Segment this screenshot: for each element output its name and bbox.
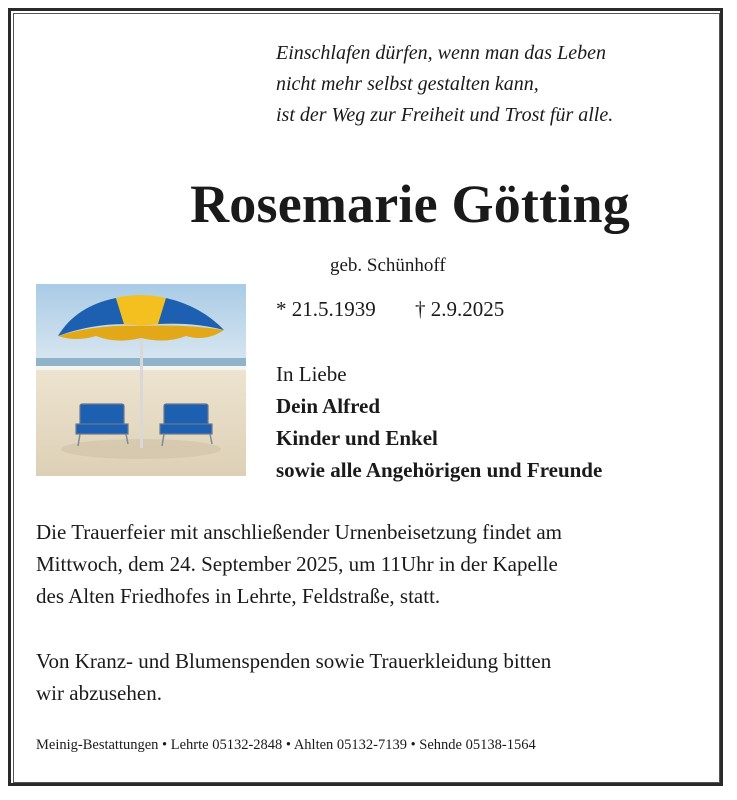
request-line: Von Kranz- und Blumenspenden sowie Trauerkleidung bitten	[36, 649, 552, 673]
mourner-spouse: Dein Alfred	[276, 394, 381, 418]
verse-line: Einschlafen dürfen, wenn man das Leben	[276, 42, 606, 64]
funeral-home-contacts: Meinig-Bestattungen • Lehrte 05132-2848 • Ahlten 05132-7139 • Sehnde 05138-1564	[36, 737, 536, 753]
verse-line: ist der Weg zur Freiheit und Trost für alle.	[276, 104, 614, 126]
beach-photo-icon	[36, 284, 246, 476]
service-line: des Alten Friedhofes in Lehrte, Feldstraße, statt.	[36, 584, 441, 608]
birth-name: geb. Schünhoff	[330, 255, 446, 276]
mourner-family: Kinder und Enkel	[276, 426, 438, 450]
death-date: † 2.9.2025	[415, 297, 505, 321]
service-line: Die Trauerfeier mit anschließender Urnenbeisetzung findet am	[36, 520, 562, 544]
service-announcement	[36, 516, 706, 612]
deceased-name: Rosemarie Götting	[190, 174, 630, 234]
memorial-verse	[276, 38, 716, 131]
birth-date: * 21.5.1939	[276, 297, 376, 321]
verse-line: nicht mehr selbst gestalten kann,	[276, 73, 539, 95]
beach-umbrella-chairs-photo	[36, 284, 246, 476]
request-line: wir abzusehen.	[36, 681, 162, 705]
donation-request	[36, 645, 706, 709]
service-line: Mittwoch, dem 24. September 2025, um 11Uhr in der Kapelle	[36, 552, 558, 576]
life-dates	[276, 297, 504, 322]
mourners-intro: In Liebe	[276, 362, 347, 386]
mourner-relatives: sowie alle Angehörigen und Freunde	[276, 458, 603, 482]
mourners-block	[276, 358, 602, 486]
